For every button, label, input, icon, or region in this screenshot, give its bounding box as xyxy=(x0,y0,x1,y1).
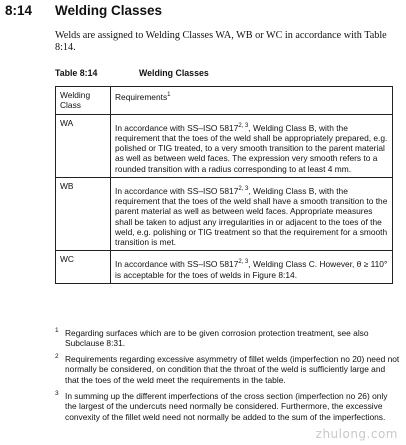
table-row xyxy=(56,114,393,177)
requirements-text: , Welding Class C. However, θ ≥ 110° is acceptable for the toes of welds in Figure 8:14. xyxy=(115,259,388,280)
footnote-text: Regarding surfaces which are to be given corrosion protection treatment, see also Subclause 8:31. xyxy=(65,328,369,349)
footnote-ref: 2, 3 xyxy=(238,185,249,192)
intro-paragraph: Welds are assigned to Welding Classes WA, WB or WC in accordance with Table 8:14. xyxy=(55,30,387,53)
watermark-logo: zhulong.com xyxy=(315,427,398,441)
standard-ref: In accordance with SS–ISO 5817 xyxy=(115,259,239,270)
section-number: 8:14 xyxy=(5,3,33,18)
table-caption-title: Welding Classes xyxy=(139,68,209,78)
requirements-cell xyxy=(111,251,393,283)
class-cell: WA xyxy=(56,114,111,177)
standard-ref: In accordance with SS–ISO 5817 xyxy=(115,185,239,196)
table-caption-label: Table 8:14 xyxy=(55,68,98,78)
header-welding-class: Welding Class xyxy=(56,87,111,115)
table-row xyxy=(56,177,393,251)
table-header-row xyxy=(56,87,393,115)
welding-classes-table xyxy=(55,86,393,284)
header-requirements-sup: 1 xyxy=(167,92,171,98)
footnote-text: In summing up the different imperfections of the cross section (imperfection no 26) only the largest of the undercuts need normally be considered. Furthermore, the excessive convexity of the fillet weld need not normally be added to the sum of the imperfections. xyxy=(65,391,388,422)
footnote-number: 1 xyxy=(55,327,59,334)
footnote xyxy=(55,354,400,385)
footnote-text: Requirements regarding excessive asymmetry of fillet welds (imperfection no 20) need not normally be considered, on condition that the throat of the weld is sufficiently large and that the toes of the weld meet the requirements in the table. xyxy=(65,354,400,385)
requirements-cell xyxy=(111,177,393,251)
standard-ref: In accordance with SS–ISO 5817 xyxy=(115,122,239,133)
footnote-number: 2 xyxy=(55,353,59,360)
footnote xyxy=(55,328,400,349)
footnote xyxy=(55,391,400,422)
class-cell: WB xyxy=(56,177,111,251)
footnote-number: 3 xyxy=(55,390,59,397)
header-requirements-text: Requirements xyxy=(115,91,168,102)
header-requirements xyxy=(111,87,393,115)
requirements-text: , Welding Class B, with the requirement that the toes of the weld shall have a smooth transition to the parent material as well as between weld faces. Appropriate measures shall be taken to adjust any irregularities in or adjacent to the toes of the weld, e.g. polishing or TIG treatment so that the requirement for a smooth transition is met. xyxy=(115,185,388,248)
class-cell: WC xyxy=(56,251,111,283)
requirements-cell xyxy=(111,114,393,177)
section-title: Welding Classes xyxy=(55,3,163,18)
footnote-ref: 2, 3 xyxy=(238,259,249,266)
requirements-text: , Welding Class B, with the requirement that the toes of the weld shall be appropriately prepared, e.g. polished or TIG treated, to a very smooth transition to the parent material as well as between weld faces. The expression very smooth refers to a rounded transition with a radius corresponding to at least 4 mm. xyxy=(115,122,388,174)
footnote-ref: 2, 3 xyxy=(238,122,249,129)
table-row xyxy=(56,251,393,283)
